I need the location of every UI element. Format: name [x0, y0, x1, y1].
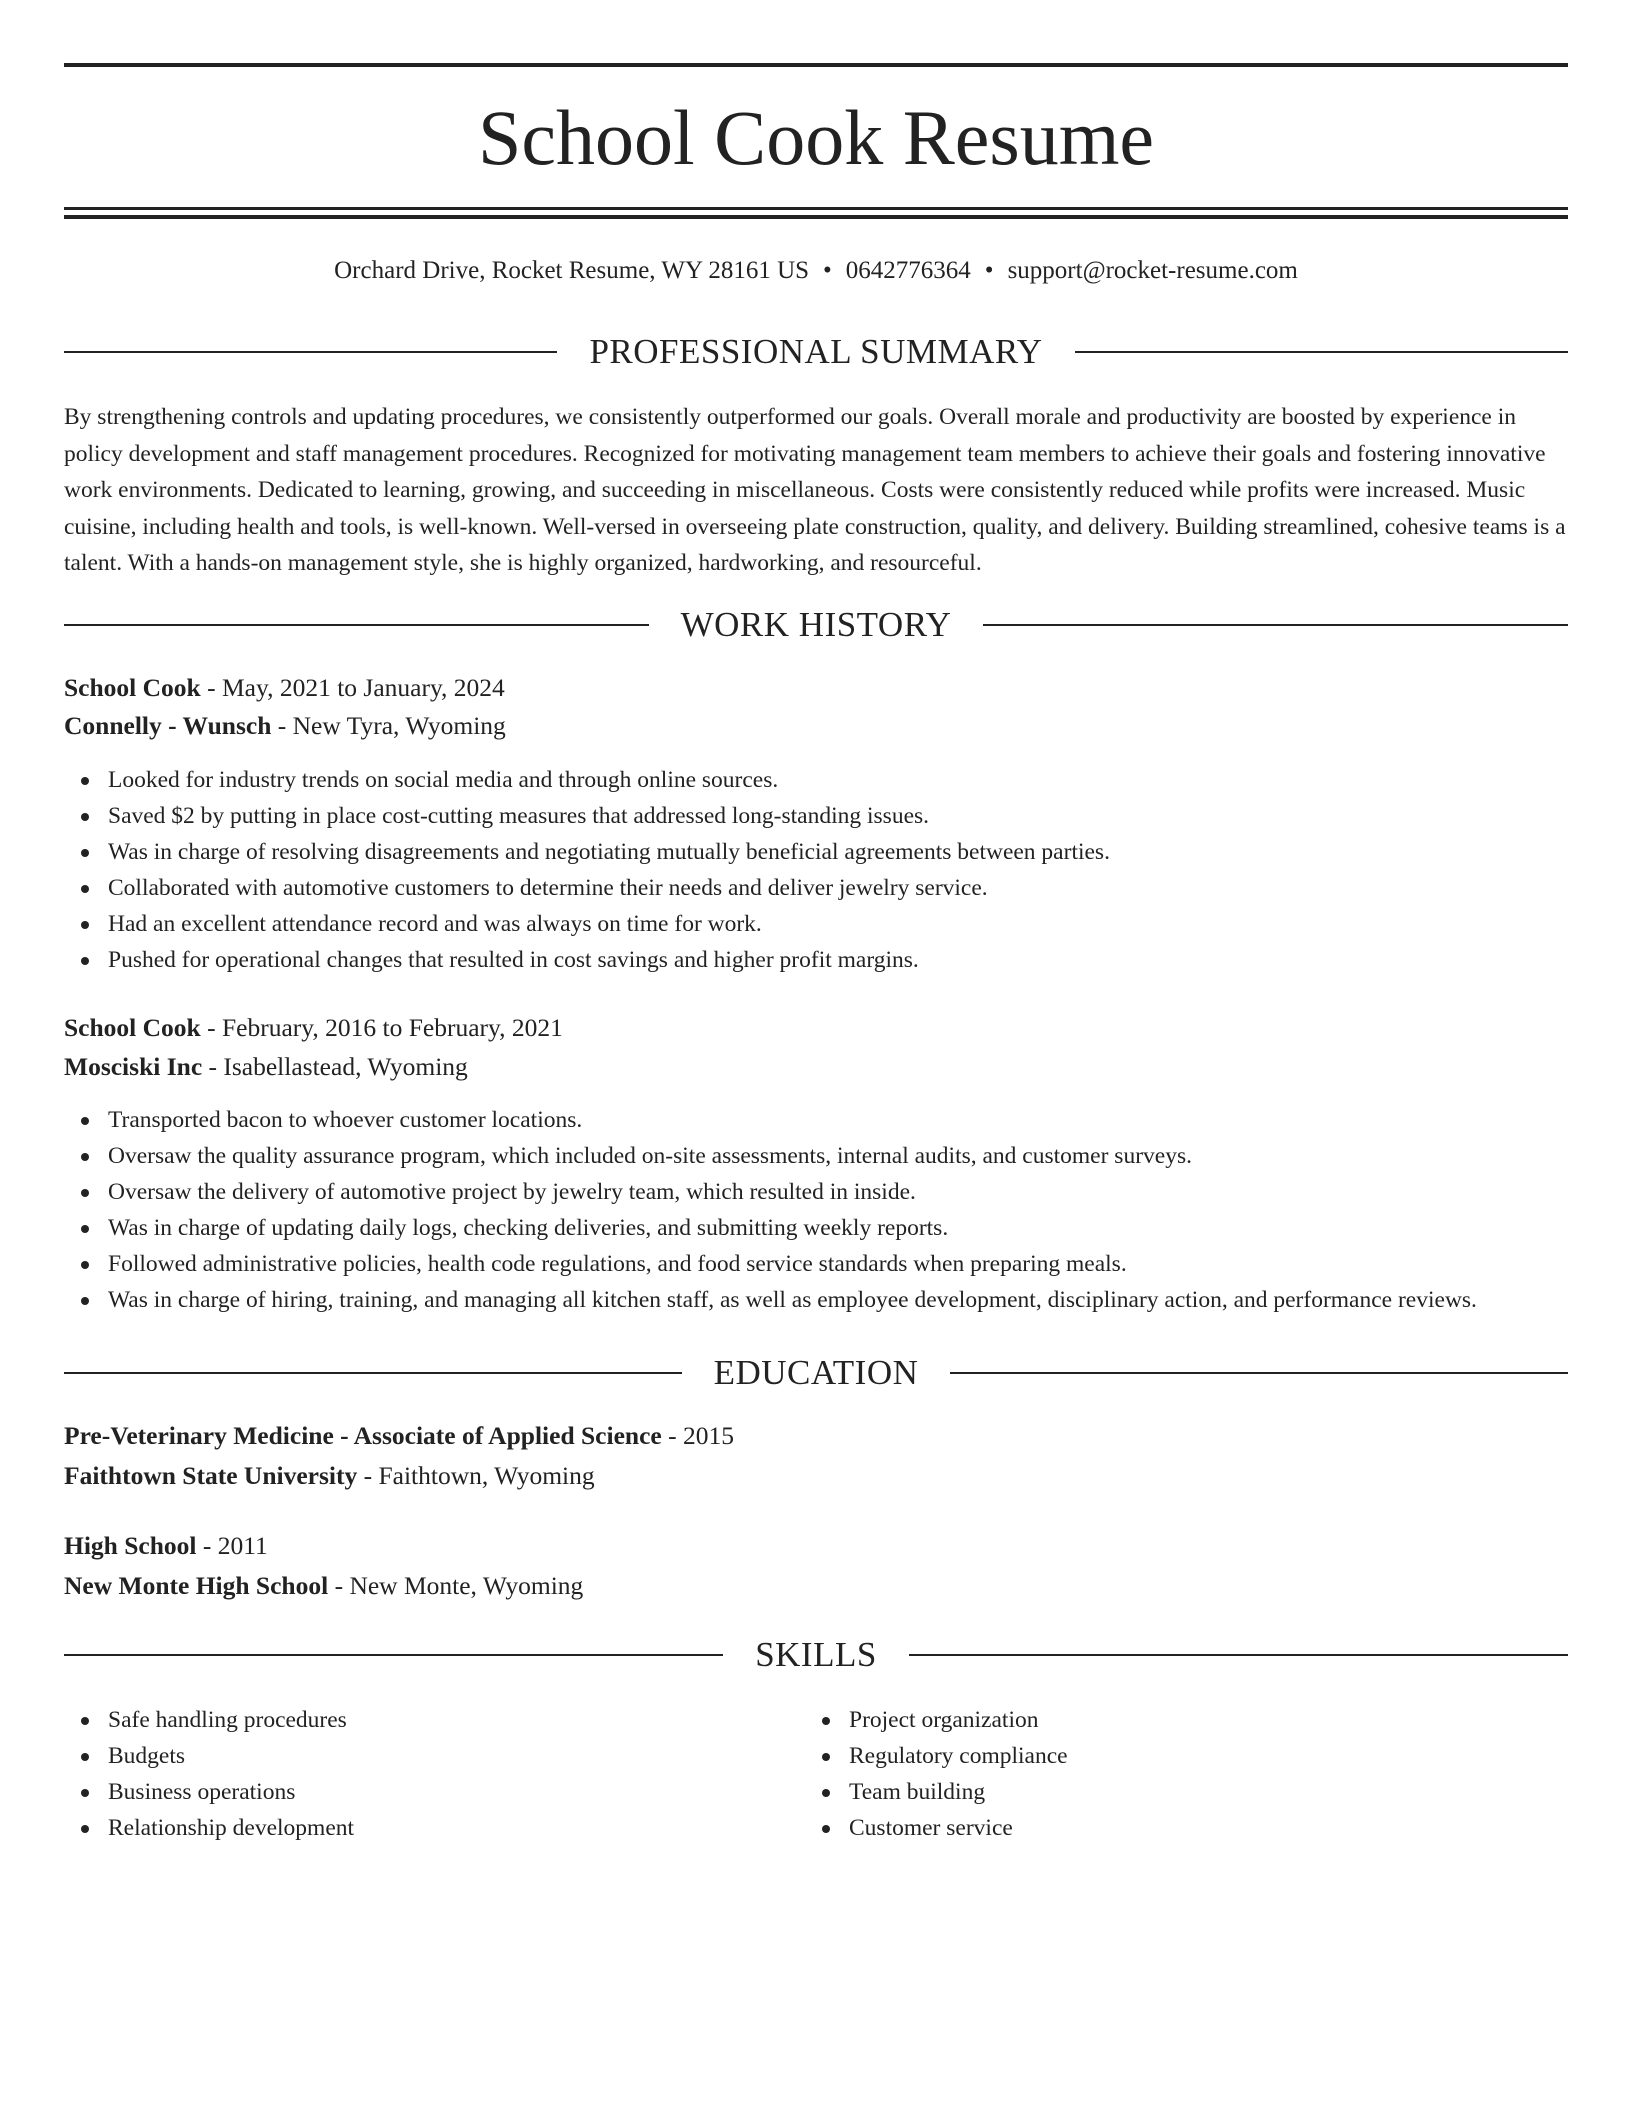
skill-item: Safe handling procedures	[108, 1702, 354, 1738]
skills-list-right	[805, 1702, 1068, 1846]
list-item: Collaborated with automotive customers to determine their needs and deliver jewelry service.	[108, 870, 1110, 906]
list-item: Had an excellent attendance record and was always on time for work.	[108, 906, 1110, 942]
education-year: - 2011	[196, 1531, 268, 1560]
job-company: Connelly - Wunsch	[64, 711, 272, 740]
section-header-education	[64, 1348, 1568, 1398]
list-item: Was in charge of resolving disagreements and negotiating mutually beneficial agreements between parties.	[108, 834, 1110, 870]
resume-title: School Cook Resume	[478, 94, 1154, 181]
skill-item: Relationship development	[108, 1810, 354, 1846]
education-year: - 2015	[661, 1421, 734, 1450]
contact-line	[64, 253, 1568, 289]
section-rule	[950, 1372, 1568, 1374]
skill-item: Team building	[849, 1774, 1068, 1810]
skill-item: Customer service	[849, 1810, 1068, 1846]
section-title-work-history: WORK HISTORY	[680, 605, 952, 644]
job-location: - New Tyra, Wyoming	[271, 711, 506, 740]
section-header-summary	[64, 327, 1568, 377]
skill-item: Budgets	[108, 1738, 354, 1774]
education-school: Faithtown State University	[64, 1461, 358, 1490]
contact-address: Orchard Drive, Rocket Resume, WY 28161 US	[334, 257, 810, 284]
skill-item: Business operations	[108, 1774, 354, 1810]
job-title: School Cook	[64, 1013, 201, 1042]
section-rule	[983, 624, 1568, 626]
section-header-skills	[64, 1630, 1568, 1680]
job-dates: - February, 2016 to February, 2021	[200, 1013, 563, 1042]
section-title-summary: PROFESSIONAL SUMMARY	[589, 332, 1043, 371]
education-school-line	[64, 1458, 1568, 1494]
list-item: Was in charge of hiring, training, and managing all kitchen staff, as well as employee development, disciplinary action, and performance reviews.	[108, 1282, 1477, 1318]
job-company-line	[64, 708, 1568, 744]
job-company-line	[64, 1049, 1568, 1085]
list-item: Pushed for operational changes that resulted in cost savings and higher profit margins.	[108, 942, 1110, 978]
skill-item: Regulatory compliance	[849, 1738, 1068, 1774]
skills-list-left	[64, 1702, 354, 1846]
education-degree-line	[64, 1418, 1568, 1454]
job-duties-list	[64, 1102, 1477, 1318]
job-dates: - May, 2021 to January, 2024	[200, 673, 505, 702]
skill-item: Project organization	[849, 1702, 1068, 1738]
job-location: - Isabellastead, Wyoming	[202, 1052, 468, 1081]
education-location: - New Monte, Wyoming	[328, 1571, 584, 1600]
education-degree: Pre-Veterinary Medicine - Associate of Applied Science	[64, 1421, 662, 1450]
job-duties-list	[64, 762, 1110, 978]
job-title-line	[64, 670, 1568, 706]
section-header-work-history	[64, 600, 1568, 650]
contact-phone: 0642776364	[845, 257, 971, 284]
section-rule	[64, 351, 557, 353]
section-title-education: EDUCATION	[713, 1353, 919, 1392]
list-item: Oversaw the delivery of automotive project by jewelry team, which resulted in inside.	[108, 1174, 1477, 1210]
list-item: Transported bacon to whoever customer locations.	[108, 1102, 1477, 1138]
list-item: Followed administrative policies, health code regulations, and food service standards when preparing meals.	[108, 1246, 1477, 1282]
top-divider	[64, 63, 1568, 67]
contact-email: support@rocket-resume.com	[1007, 257, 1298, 284]
education-school-line	[64, 1568, 1568, 1604]
contact-separator: •	[984, 257, 994, 284]
education-location: - Faithtown, Wyoming	[357, 1461, 595, 1490]
job-title: School Cook	[64, 673, 201, 702]
section-rule	[1075, 351, 1568, 353]
summary-text: By strengthening controls and updating procedures, we consistently outperformed our goals. Overall morale and productivity are boosted by experience in policy development and staff management procedures. Recognized for motivating management team members to achieve their goals and fostering innovative work environments. Dedicated to learning, growing, and succeeding in miscellaneous. Costs were consistently reduced while profits were increased. Music cuisine, including health and tools, is well-known. Well-versed in overseeing plate construction, quality, and delivery. Building streamlined, cohesive teams is a talent. With a hands-on management style, she is highly organized, hardworking, and resourceful.	[64, 404, 1566, 576]
education-school: New Monte High School	[64, 1571, 329, 1600]
section-rule	[64, 1654, 723, 1656]
double-divider	[64, 207, 1568, 219]
job-title-line	[64, 1010, 1568, 1046]
list-item: Oversaw the quality assurance program, which included on-site assessments, internal audits, and customer surveys.	[108, 1138, 1477, 1174]
section-rule	[64, 1372, 682, 1374]
contact-separator: •	[823, 257, 832, 284]
job-company: Mosciski Inc	[64, 1052, 203, 1081]
education-degree: High School	[64, 1531, 197, 1560]
list-item: Saved $2 by putting in place cost-cutting measures that addressed long-standing issues.	[108, 798, 1110, 834]
section-rule	[909, 1654, 1568, 1656]
section-title-skills: SKILLS	[755, 1635, 877, 1674]
section-rule	[64, 624, 649, 626]
list-item: Looked for industry trends on social media and through online sources.	[108, 762, 1110, 798]
list-item: Was in charge of updating daily logs, checking deliveries, and submitting weekly reports.	[108, 1210, 1477, 1246]
education-degree-line	[64, 1528, 1568, 1564]
